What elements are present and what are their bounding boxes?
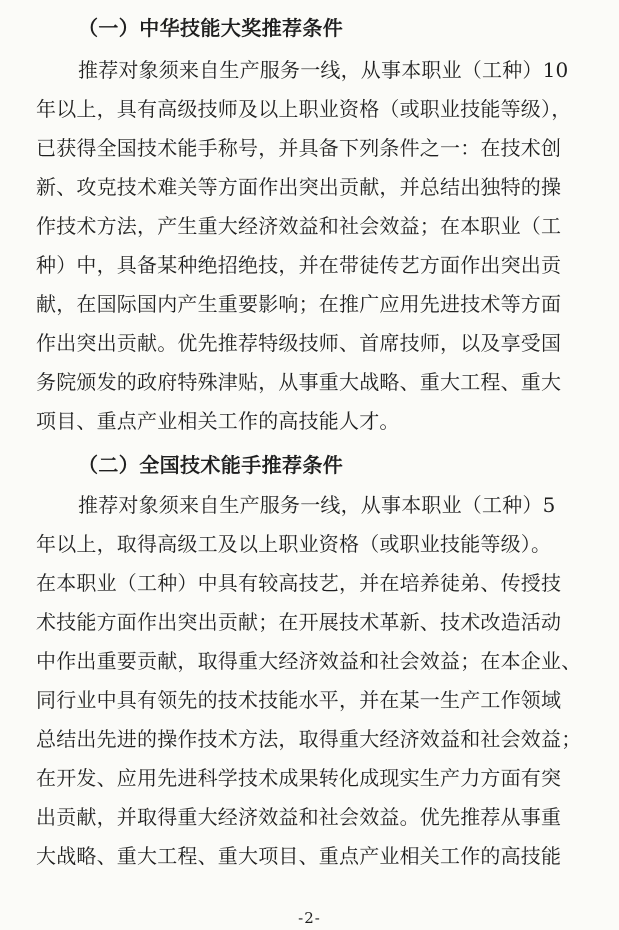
section-2-line-10: 大战略、重大工程、重大项目、重点产业相关工作的高技能 <box>36 844 562 868</box>
section-1-line-10: 项目、重点产业相关工作的高技能人才。 <box>36 409 400 433</box>
section-1-line-8: 作出突出贡献。优先推荐特级技师、首席技师，以及享受国 <box>36 331 562 355</box>
section-1-line-7: 献，在国际国内产生重要影响；在推广应用先进技术等方面 <box>36 292 562 316</box>
section-1-line-4: 新、攻克技术难关等方面作出突出贡献，并总结出独特的操 <box>36 175 562 199</box>
section-2-line-6: 同行业中具有领先的技术技能水平，并在某一生产工作领域 <box>36 688 562 712</box>
section-2-line-8: 在开发、应用先进科学技术成果转化成现实生产力方面有突 <box>36 766 562 790</box>
section-2-line-5: 中作出重要贡献，取得重大经济效益和社会效益；在本企业、 <box>36 649 582 673</box>
section-2-line-2: 年以上，取得高级工及以上职业资格（或职业技能等级）。 <box>36 532 552 556</box>
page-number: -2- <box>298 909 321 927</box>
section-heading-1: （一）中华技能大奖推荐条件 <box>78 16 344 40</box>
section-1-line-1: 推荐对象须来自生产服务一线，从事本职业（工种）10 <box>78 58 569 82</box>
section-1-line-5: 作技术方法，产生重大经济效益和社会效益；在本职业（工 <box>36 214 562 238</box>
section-heading-2: （二）全国技术能手推荐条件 <box>78 453 344 477</box>
section-2-line-1: 推荐对象须来自生产服务一线，从事本职业（工种）5 <box>78 493 556 517</box>
section-2-line-4: 术技能方面作出突出贡献；在开展技术革新、技术改造活动 <box>36 610 562 634</box>
section-2-line-3: 在本职业（工种）中具有较高技艺，并在培养徒弟、传授技 <box>36 571 562 595</box>
section-2-line-7: 总结出先进的操作技术方法，取得重大经济效益和社会效益； <box>36 727 582 751</box>
section-1-line-2: 年以上，具有高级技师及以上职业资格（或职业技能等级）， <box>36 97 572 121</box>
section-1-line-6: 种）中，具备某种绝招绝技，并在带徒传艺方面作出突出贡 <box>36 253 562 277</box>
section-1-line-3: 已获得全国技术能手称号，并具备下列条件之一：在技术创 <box>36 136 562 160</box>
section-2-line-9: 出贡献，并取得重大经济效益和社会效益。优先推荐从事重 <box>36 805 562 829</box>
section-1-line-9: 务院颁发的政府特殊津贴，从事重大战略、重大工程、重大 <box>36 370 562 394</box>
